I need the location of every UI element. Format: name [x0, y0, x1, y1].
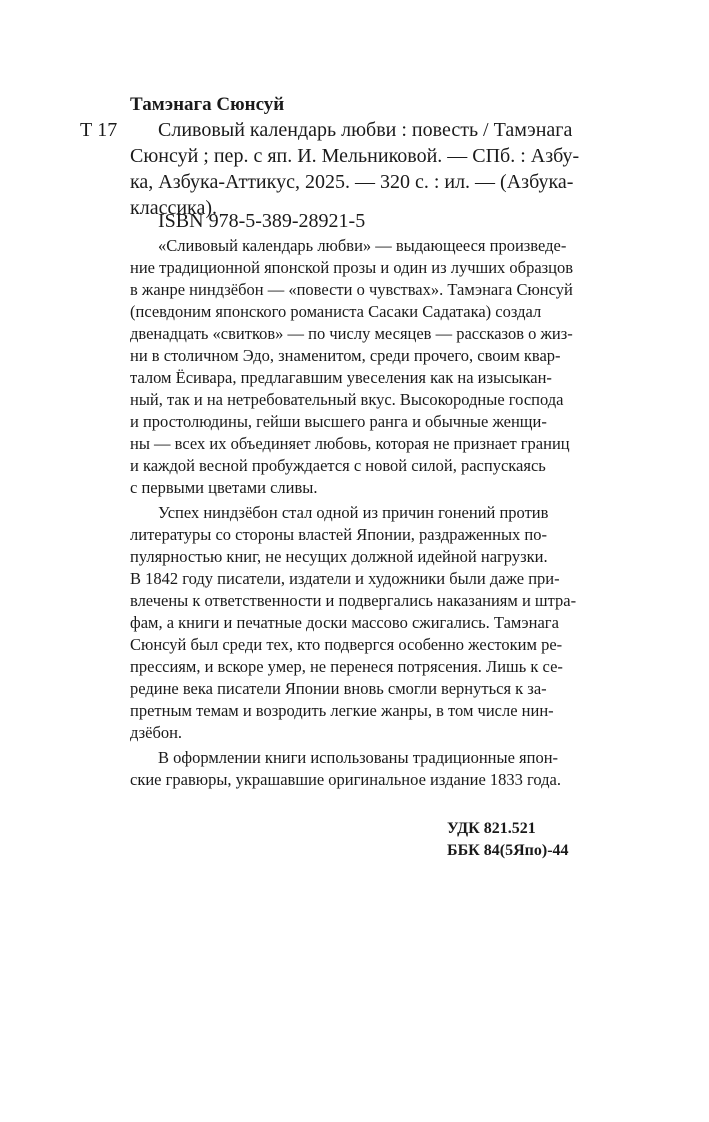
annotation-line: В оформлении книги использованы традиционные япон- — [158, 748, 559, 767]
annotation-line: и каждой весной пробуждается с новой силой, распускаясь — [130, 456, 546, 475]
title-line: Сюнсуй ; пер. с яп. И. Мельниковой. — СПб. : Азбу- — [130, 145, 580, 167]
annotation-line: ны — всех их объединяет любовь, которая не признает границ — [130, 434, 570, 453]
annotation-line: фам, а книги и печатные доски массово сжигались. Тамэнага — [130, 613, 559, 632]
annotation-line: В 1842 году писатели, издатели и художники были даже при- — [130, 569, 560, 588]
annotation-line: прессиям, и вскоре умер, не перенеся потрясения. Лишь к се- — [130, 657, 563, 676]
annotation-line: редине века писатели Японии вновь смогли вернуться к за- — [130, 679, 547, 698]
annotation-line: с первыми цветами сливы. — [130, 478, 318, 497]
annotation-line: литературы со стороны властей Японии, раздраженных по- — [130, 525, 547, 544]
annotation-line: талом Ёсивара, предлагавшим увеселения как на изысыкан- — [130, 368, 552, 387]
annotation-line: (псевдоним японского романиста Сасаки Садатака) создал — [130, 302, 542, 321]
title-line: ка, Азбука-Аттикус, 2025. — 320 с. : ил. — (Азбука- — [130, 171, 574, 193]
annotation-line: ние традиционной японской прозы и один из лучших образцов — [130, 258, 574, 277]
annotation-line: ный, так и на нетребовательный вкус. Высокородные господа — [130, 390, 564, 409]
title-line: классика). — [130, 197, 217, 219]
annotation-line: Успех ниндзёбон стал одной из причин гонений против — [158, 503, 549, 522]
annotation-line: претным темам и возродить легкие жанры, в том числе нин- — [130, 701, 554, 720]
annotation-line: пулярностью книг, не несущих должной идейной нагрузки. — [130, 547, 548, 566]
title-line: Сливовый календарь любви : повесть / Тамэнага — [158, 119, 573, 141]
annotation-line: двенадцать «свитков» — по числу месяцев — рассказов о жиз- — [130, 324, 573, 343]
author-heading: Тамэнага Сюнсуй — [130, 94, 285, 115]
call-number: Т 17 — [80, 119, 118, 141]
annotation-line: в жанре ниндзёбон — «повести о чувствах». Тамэнага Сюнсуй — [130, 280, 573, 299]
annotation-line: дзёбон. — [130, 723, 183, 742]
udk-code: УДК 821.521 — [447, 820, 536, 837]
annotation-line: Сюнсуй был среди тех, кто подвергся особенно жестоким ре- — [130, 635, 563, 654]
annotation-line: и простолюдины, гейши высшего ранга и обычные женщи- — [130, 412, 547, 431]
annotation-line: «Сливовый календарь любви» — выдающееся произведе- — [158, 236, 567, 255]
annotation-line: ские гравюры, украшавшие оригинальное издание 1833 года. — [130, 770, 561, 789]
annotation-line: влечены к ответственности и подвергались наказаниям и штра- — [130, 591, 577, 610]
bbk-code: ББК 84(5Япо)-44 — [447, 842, 569, 859]
isbn: ISBN 978-5-389-28921-5 — [158, 210, 366, 232]
annotation-line: ни в столичном Эдо, знаменитом, среди прочего, своим квар- — [130, 346, 561, 365]
